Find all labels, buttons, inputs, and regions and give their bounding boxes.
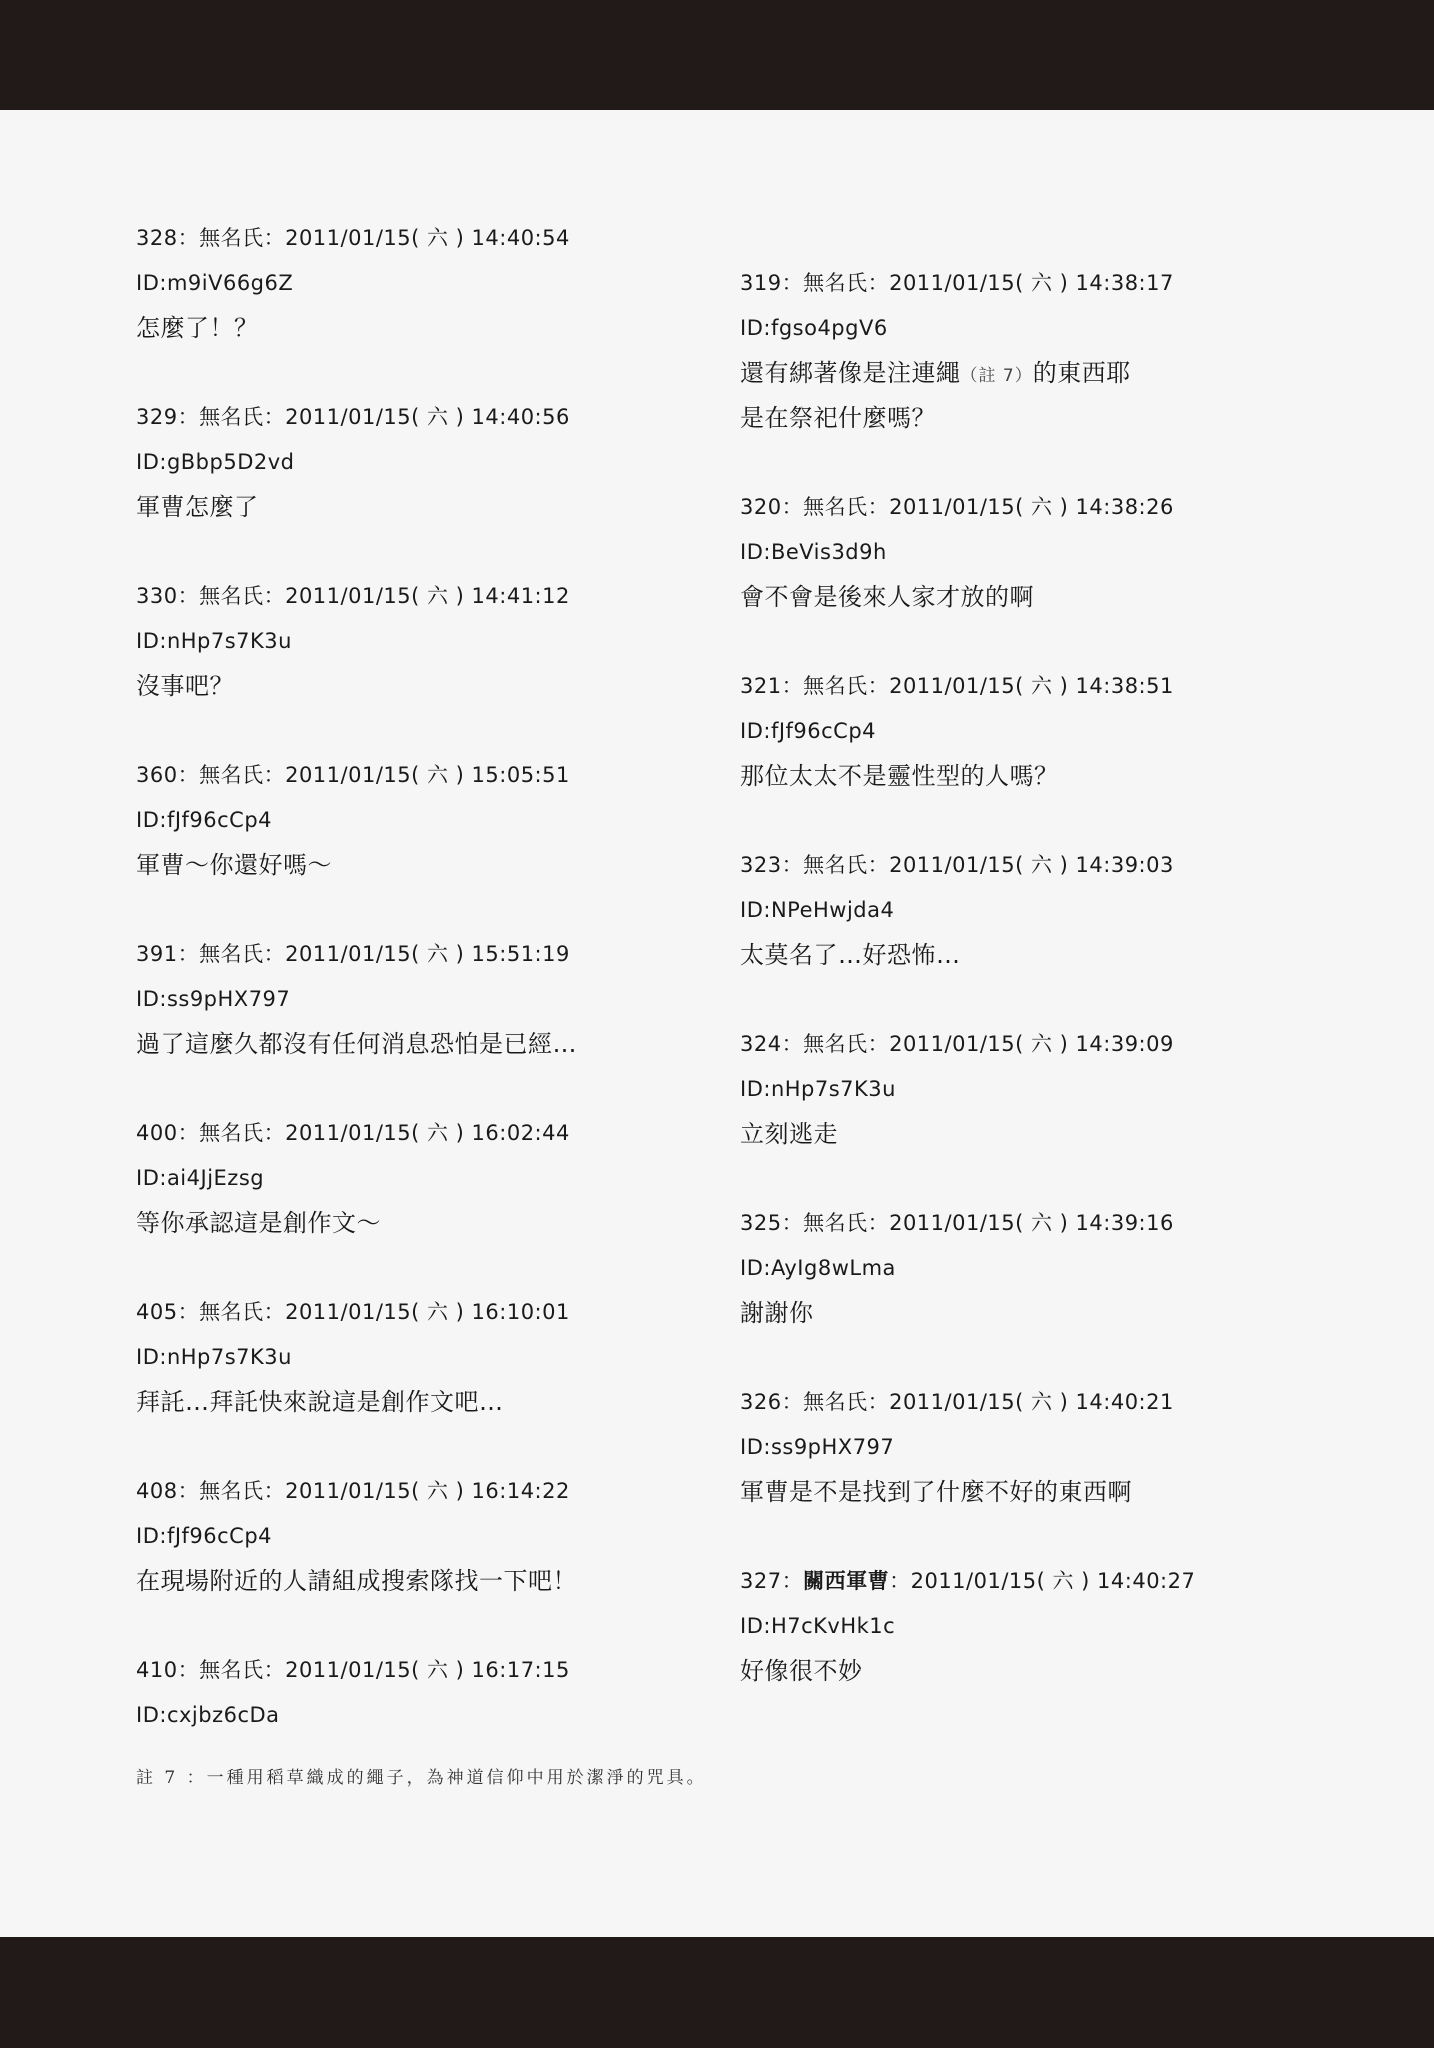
post-325 — [740, 1201, 1300, 1380]
post-header: 410：無名氏：2011/01/15( 六 ) 16:17:15 — [136, 1658, 570, 1682]
post-body: 那位太太不是靈性型的人嗎？ — [740, 762, 1059, 790]
post-body — [740, 351, 1300, 396]
bottom-dark-band — [0, 1937, 1434, 2048]
post-body-part: 的東西耶 — [1032, 359, 1131, 387]
post-body-line2: 是在祭祀什麼嗎？ — [740, 404, 936, 432]
post-id: ID:BeVis3d9h — [740, 540, 887, 564]
post-number: 327： — [740, 1569, 804, 1593]
post-319 — [740, 261, 1300, 440]
post-body: 怎麼了！？ — [136, 314, 259, 342]
post-body: 軍曹～你還好嗎～ — [136, 851, 332, 879]
post-header: 319：無名氏：2011/01/15( 六 ) 14:38:17 — [740, 271, 1174, 295]
post-header: 405：無名氏：2011/01/15( 六 ) 16:10:01 — [136, 1300, 570, 1324]
post-408 — [136, 1469, 696, 1648]
post-327 — [740, 1559, 1300, 1738]
post-id: ID:gBbp5D2vd — [136, 450, 295, 474]
post-body: 軍曹怎麼了 — [136, 493, 259, 521]
post-body: 軍曹是不是找到了什麼不好的東西啊 — [740, 1478, 1132, 1506]
post-323 — [740, 843, 1300, 1022]
post-320 — [740, 485, 1300, 664]
post-body: 等你承認這是創作文～ — [136, 1209, 381, 1237]
post-id: ID:fgso4pgV6 — [740, 316, 888, 340]
post-id: ID:fJf96cCp4 — [136, 1524, 273, 1548]
post-body: 拜託…拜託快來說這是創作文吧… — [136, 1388, 504, 1416]
post-header: 326：無名氏：2011/01/15( 六 ) 14:40:21 — [740, 1390, 1174, 1414]
post-328 — [136, 216, 696, 395]
post-410 — [136, 1648, 696, 1827]
post-header: 391：無名氏：2011/01/15( 六 ) 15:51:19 — [136, 942, 570, 966]
right-column — [740, 261, 1300, 1738]
footnote: 註 7 ：一種用稻草織成的繩子，為神道信仰中用於潔淨的咒具。 — [136, 1768, 707, 1788]
post-header: 324：無名氏：2011/01/15( 六 ) 14:39:09 — [740, 1032, 1174, 1056]
post-header: 321：無名氏：2011/01/15( 六 ) 14:38:51 — [740, 674, 1174, 698]
post-header: 408：無名氏：2011/01/15( 六 ) 16:14:22 — [136, 1479, 570, 1503]
post-body: 沒事吧？ — [136, 672, 234, 700]
poster-name: 關西軍曹 — [803, 1569, 890, 1593]
post-321 — [740, 664, 1300, 843]
post-header — [740, 1559, 1300, 1604]
post-header: 323：無名氏：2011/01/15( 六 ) 14:39:03 — [740, 853, 1174, 877]
post-header: 400：無名氏：2011/01/15( 六 ) 16:02:44 — [136, 1121, 570, 1145]
post-body: 謝謝你 — [740, 1299, 814, 1327]
top-dark-band — [0, 0, 1434, 110]
post-id: ID:nHp7s7K3u — [136, 1345, 292, 1369]
post-326 — [740, 1380, 1300, 1559]
post-id: ID:fJf96cCp4 — [136, 808, 273, 832]
post-id: ID:ss9pHX797 — [740, 1435, 895, 1459]
post-body-part: 還有綁著像是注連繩 — [740, 359, 961, 387]
post-body: 在現場附近的人請組成搜索隊找一下吧！ — [136, 1567, 577, 1595]
post-header: 328：無名氏：2011/01/15( 六 ) 14:40:54 — [136, 226, 570, 250]
post-id: ID:m9iV66g6Z — [136, 271, 294, 295]
post-id: ID:AyIg8wLma — [740, 1256, 896, 1280]
post-body: 過了這麼久都沒有任何消息恐怕是已經… — [136, 1030, 577, 1058]
post-id: ID:nHp7s7K3u — [740, 1077, 896, 1101]
post-body: 太莫名了…好恐怖… — [740, 941, 961, 969]
post-header: 325：無名氏：2011/01/15( 六 ) 14:39:16 — [740, 1211, 1174, 1235]
post-id: ID:fJf96cCp4 — [740, 719, 877, 743]
post-405 — [136, 1290, 696, 1469]
post-body: 會不會是後來人家才放的啊 — [740, 583, 1034, 611]
left-column — [136, 216, 696, 1827]
post-id: ID:ss9pHX797 — [136, 987, 291, 1011]
post-id: ID:H7cKvHk1c — [740, 1614, 896, 1638]
post-header: 320：無名氏：2011/01/15( 六 ) 14:38:26 — [740, 495, 1174, 519]
post-324 — [740, 1022, 1300, 1201]
post-time: ：2011/01/15( 六 ) 14:40:27 — [889, 1569, 1196, 1593]
post-id: ID:cxjbz6cDa — [136, 1703, 280, 1727]
post-id: ID:nHp7s7K3u — [136, 629, 292, 653]
post-header: 330：無名氏：2011/01/15( 六 ) 14:41:12 — [136, 584, 570, 608]
post-body: 立刻逃走 — [740, 1120, 838, 1148]
post-body: 好像很不妙 — [740, 1657, 863, 1685]
post-391 — [136, 932, 696, 1111]
post-id: ID:NPeHwjda4 — [740, 898, 895, 922]
post-400 — [136, 1111, 696, 1290]
post-329 — [136, 395, 696, 574]
footnote-reference: （註 7） — [960, 366, 1033, 386]
post-header: 360：無名氏：2011/01/15( 六 ) 15:05:51 — [136, 763, 570, 787]
post-360 — [136, 753, 696, 932]
post-id: ID:ai4JjEzsg — [136, 1166, 265, 1190]
post-header: 329：無名氏：2011/01/15( 六 ) 14:40:56 — [136, 405, 570, 429]
post-330 — [136, 574, 696, 753]
